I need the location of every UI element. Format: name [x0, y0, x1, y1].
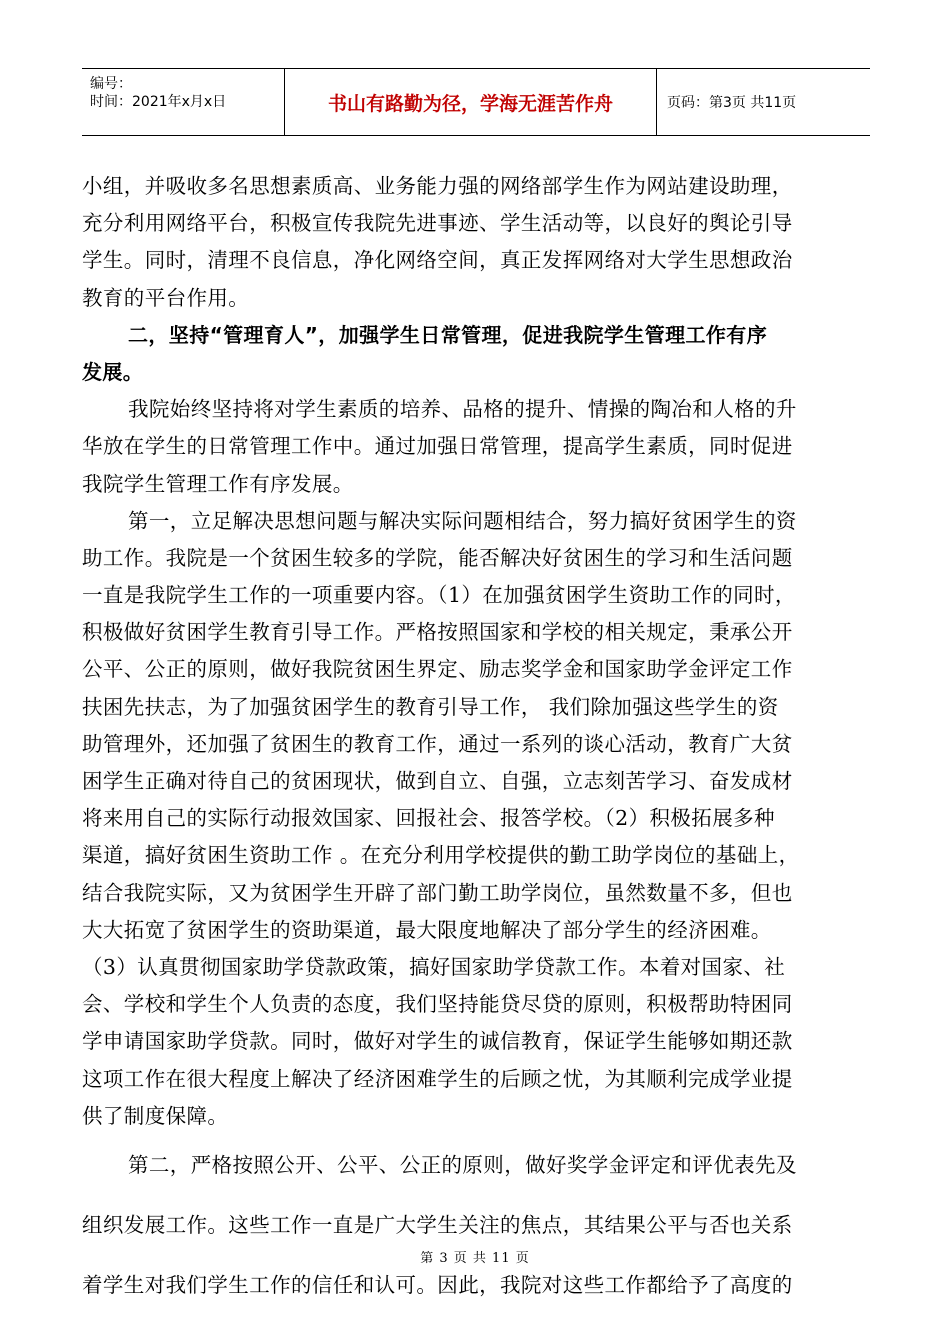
header-meta: [82, 69, 284, 135]
body-line: 困学生正确对待自己的贫困现状，做到自立、自强，立志刻苦学习、奋发成材: [82, 769, 793, 793]
document-body: [82, 168, 872, 1315]
body-line: 学申请国家助学贷款。同时，做好对学生的诚信教育，保证学生能够如期还款: [82, 1029, 793, 1054]
body-line: 公平、公正的原则，做好我院贫困生界定、励志奖学金和国家助学金评定工作: [82, 657, 793, 682]
body-line: 助管理外，还加强了贫困生的教育工作，通过一系列的谈心活动，教育广大贫: [82, 731, 793, 756]
body-line: 将来用自己的实际行动报效国家、回报社会、报答学校。（2）积极拓展多种: [82, 806, 775, 831]
body-line: 我院学生管理工作有序发展。: [82, 471, 354, 496]
document-header: [82, 68, 870, 136]
body-line: 扶困先扶志，为了加强贫困学生的教育引导工作， 我们除加强这些学生的资: [82, 694, 779, 719]
time-label: 时间：2021年x月x日: [90, 94, 227, 110]
header-motto: 书山有路勤为径，学海无涯苦作舟: [284, 69, 657, 135]
body-line: 我院始终坚持将对学生素质的培养、品格的提升、情操的陶冶和人格的升: [128, 397, 797, 422]
header-page-info: 页码：第3页 共11页: [667, 95, 797, 111]
section-heading: 二，坚持“管理育人”，加强学生日常管理，促进我院学生管理工作有序: [128, 322, 768, 347]
body-line: （3）认真贯彻国家助学贷款政策，搞好国家助学贷款工作。本着对国家、社: [82, 954, 786, 979]
body-line: 第二，严格按照公开、公平、公正的原则，做好奖学金评定和评优表先及: [128, 1152, 797, 1177]
body-line: 这项工作在很大程度上解决了经济困难学生的后顾之忧，为其顺利完成学业提: [82, 1066, 793, 1091]
body-line: 积极做好贫困学生教育引导工作。严格按照国家和学校的相关规定，秉承公开: [82, 620, 793, 645]
body-line: 第一，立足解决思想问题与解决实际问题相结合，努力搞好贫困学生的资: [128, 508, 797, 533]
section-heading-cont: 发展。: [82, 359, 144, 384]
body-line: 大大拓宽了贫困学生的资助渠道，最大限度地解决了部分学生的经济困难。: [82, 917, 772, 942]
body-line: 渠道，搞好贫困生资助工作 。在充分利用学校提供的勤工助学岗位的基础上，: [82, 843, 800, 868]
body-line: 充分利用网络平台，积极宣传我院先进事迹、学生活动等，以良好的舆论引导: [82, 211, 793, 236]
body-line: 小组，并吸收多名思想素质高、业务能力强的网络部学生作为网站建设助理，: [82, 174, 793, 198]
number-label: 编号：: [90, 76, 132, 92]
body-line: 学生。同时，清理不良信息，净化网络空间，真正发挥网络对大学生思想政治: [82, 248, 793, 273]
body-line: 着学生对我们学生工作的信任和认可。因此，我院对这些工作都给予了高度的: [82, 1272, 793, 1297]
body-line: 组织发展工作。这些工作一直是广大学生关注的焦点，其结果公平与否也关系: [82, 1212, 793, 1237]
body-line: 助工作。我院是一个贫困生较多的学院，能否解决好贫困生的学习和生活问题: [82, 545, 793, 570]
body-line: 一直是我院学生工作的一项重要内容。（1）在加强贫困学生资助工作的同时，: [82, 583, 796, 608]
page-footer: 第 3 页 共 11 页: [420, 1251, 530, 1266]
body-line: 供了制度保障。: [82, 1103, 229, 1128]
body-line: 华放在学生的日常管理工作中。通过加强日常管理，提高学生素质，同时促进: [82, 434, 793, 459]
body-line: 教育的平台作用。: [82, 285, 250, 310]
body-line: 结合我院实际，又为贫困学生开辟了部门勤工助学岗位，虽然数量不多，但也: [82, 880, 793, 905]
body-line: 会、学校和学生个人负责的态度，我们坚持能贷尽贷的原则，积极帮助特困同: [82, 992, 793, 1017]
